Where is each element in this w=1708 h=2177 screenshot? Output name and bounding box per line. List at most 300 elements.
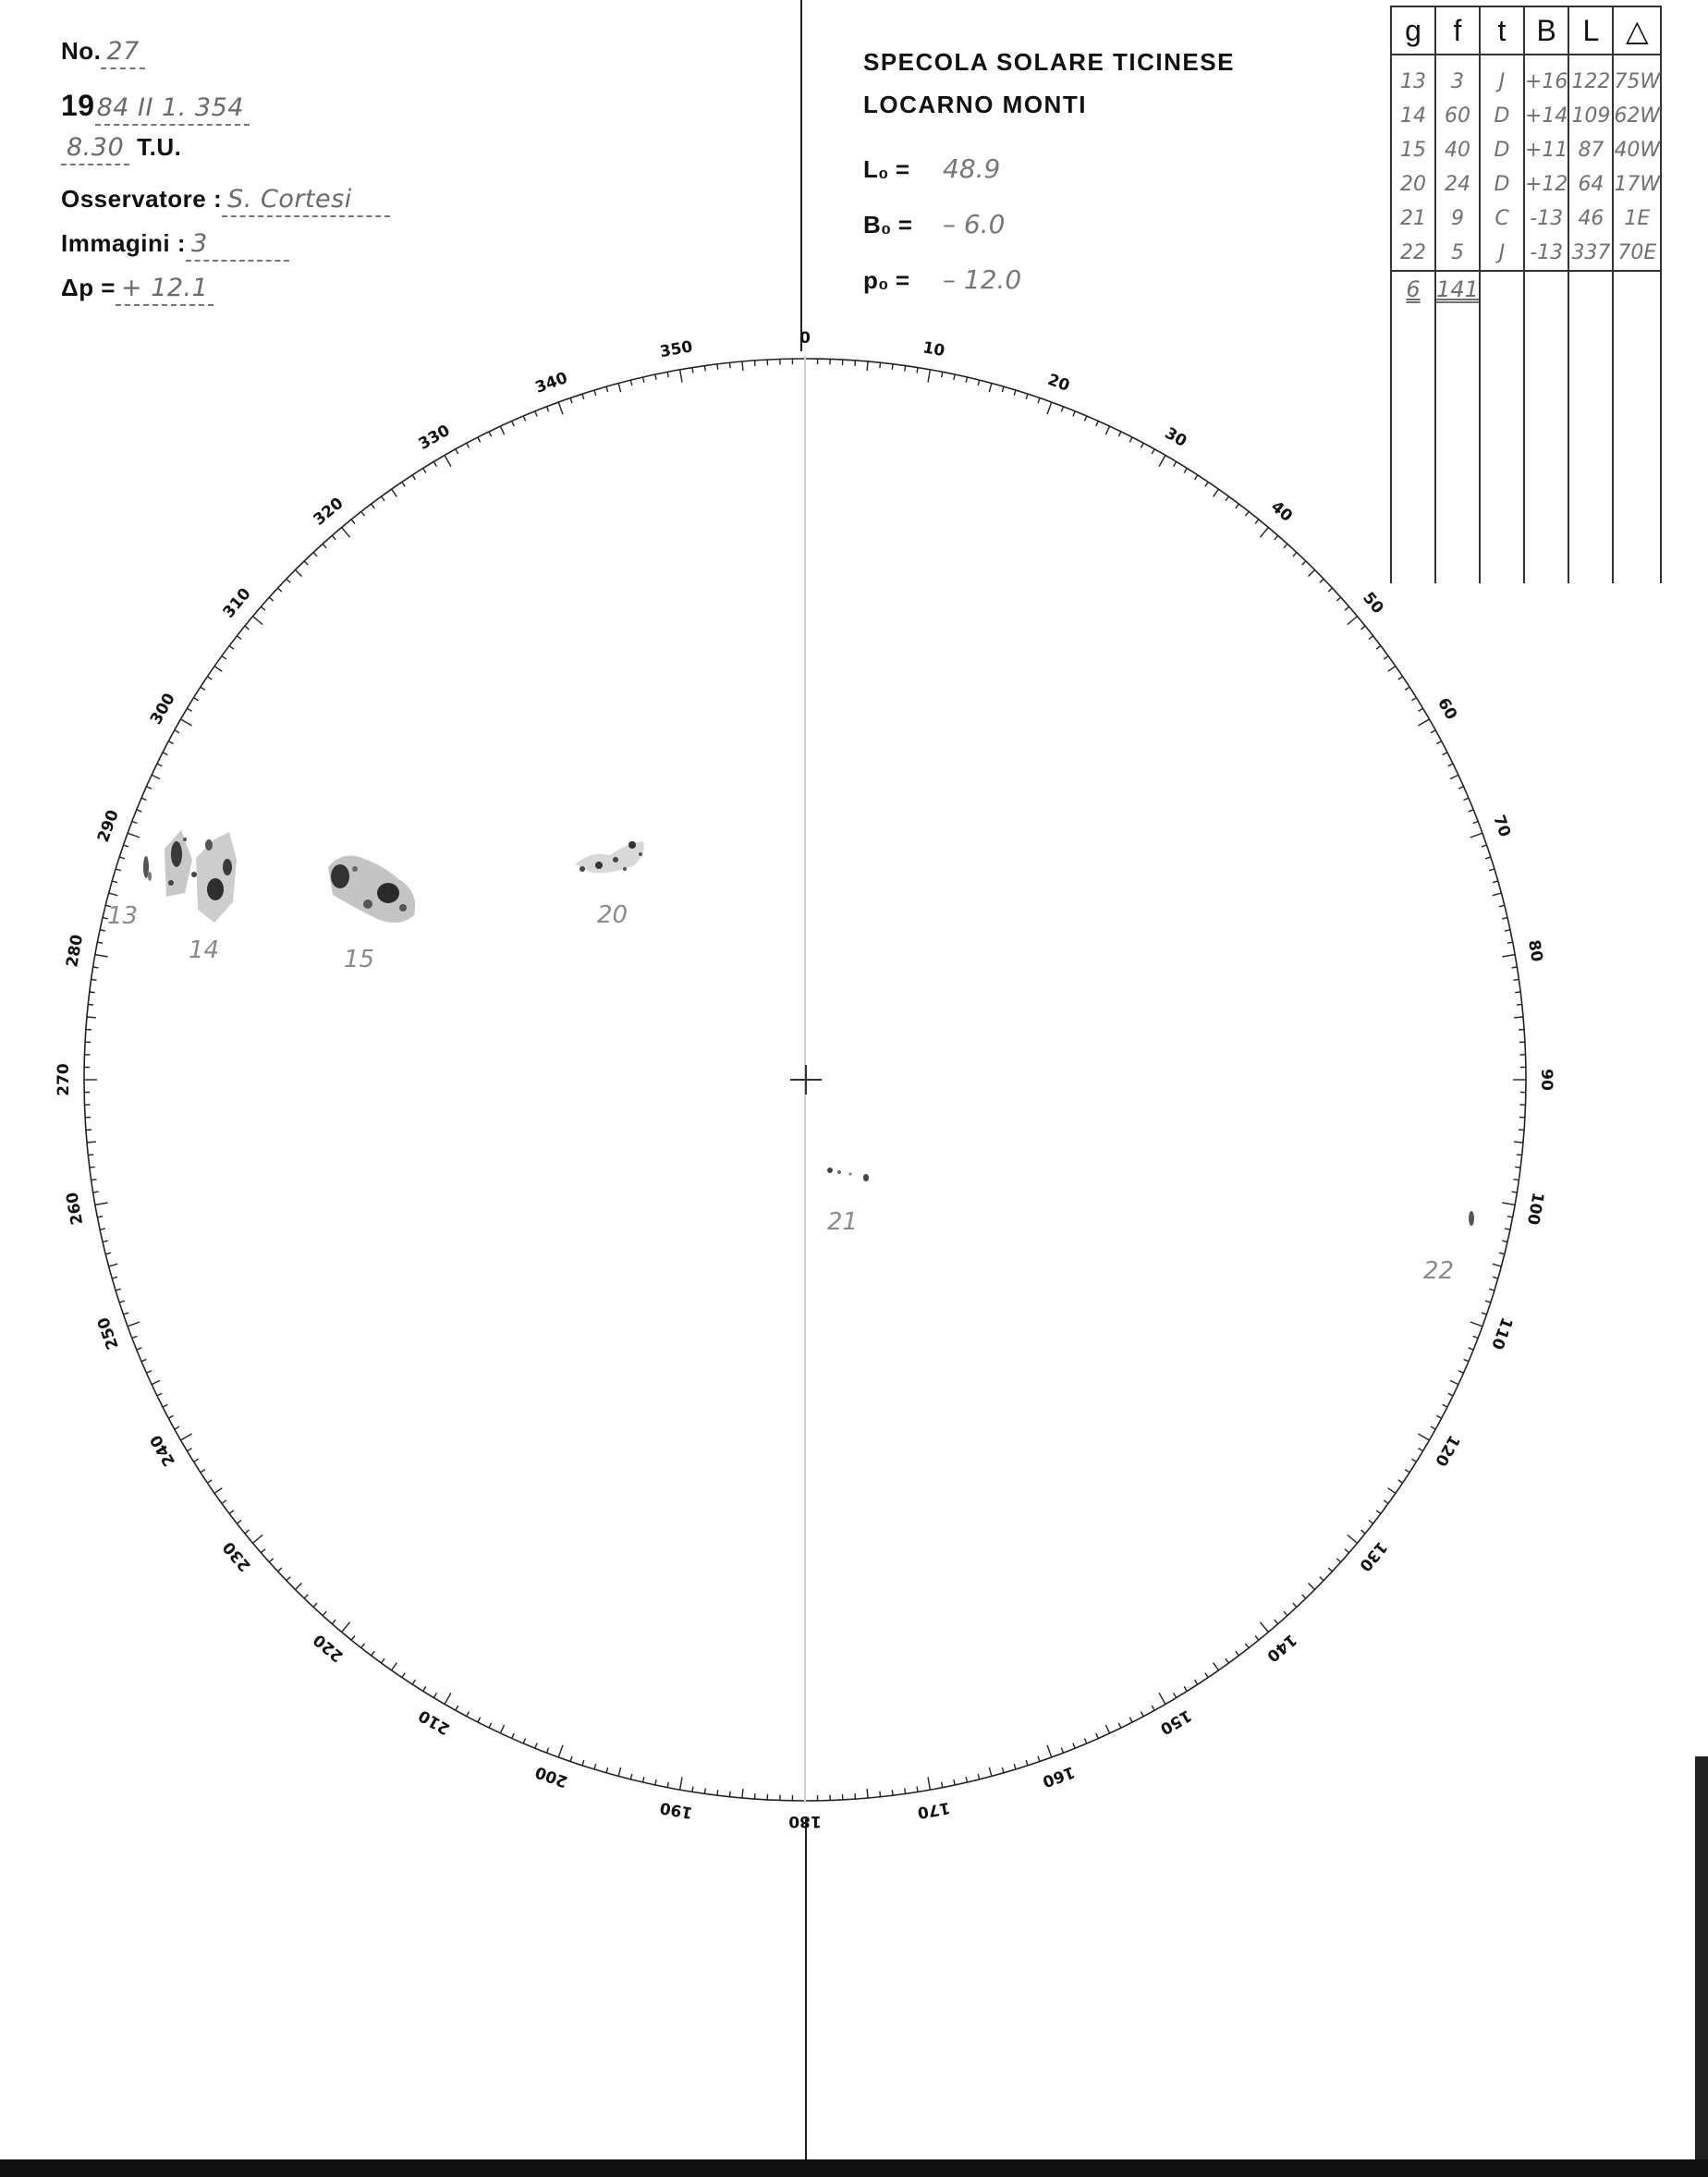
- degree-label: 330: [415, 421, 454, 454]
- degree-tick: [643, 1777, 644, 1782]
- degree-tick: [966, 377, 967, 383]
- cell: 40: [1435, 133, 1480, 167]
- degree-tick: [1260, 528, 1268, 538]
- time-label: T.U.: [137, 133, 182, 161]
- degree-tick: [137, 1348, 142, 1350]
- degree-tick: [1517, 1155, 1522, 1156]
- degree-tick: [1405, 1470, 1409, 1473]
- degree-tick: [928, 1777, 930, 1790]
- degree-tick: [402, 482, 405, 486]
- degree-tick: [1002, 1767, 1004, 1773]
- degree-tick: [1512, 967, 1518, 968]
- col-header-t: t: [1480, 6, 1524, 55]
- degree-tick: [1302, 561, 1306, 565]
- degree-label: 260: [63, 1191, 88, 1227]
- cell: 75W: [1613, 65, 1661, 99]
- degree-tick: [382, 1658, 385, 1663]
- degree-tick: [1084, 416, 1086, 422]
- degree-tick: [1129, 437, 1132, 442]
- degree-tick: [1507, 942, 1513, 943]
- degree-tick: [100, 930, 105, 931]
- degree-label: 290: [93, 807, 123, 845]
- degree-label: 220: [310, 1630, 348, 1666]
- degree-tick: [1174, 1693, 1177, 1697]
- degree-tick: [128, 833, 140, 838]
- degree-tick: [1073, 411, 1075, 417]
- degree-label: 20: [1044, 370, 1072, 396]
- degree-tick: [655, 374, 656, 380]
- degree-tick: [1226, 1658, 1229, 1663]
- group-label-20: 20: [597, 901, 628, 929]
- degree-label: 250: [93, 1315, 123, 1352]
- degree-tick: [1485, 1301, 1491, 1303]
- degree-tick: [582, 394, 584, 399]
- degree-tick: [361, 511, 365, 516]
- degree-tick: [1084, 1739, 1086, 1744]
- degree-tick: [1448, 1393, 1453, 1396]
- degree-tick: [214, 667, 222, 672]
- degree-tick: [168, 1415, 173, 1418]
- degree-tick: [95, 955, 108, 957]
- degree-tick: [119, 857, 125, 859]
- degree-label: 310: [219, 584, 255, 622]
- degree-tick: [512, 421, 515, 426]
- degree-tick: [1214, 489, 1219, 496]
- degree-label: 150: [1156, 1706, 1195, 1739]
- degree-tick: [304, 1595, 308, 1598]
- degree-tick: [124, 845, 129, 847]
- col-header-l: L: [1568, 6, 1613, 55]
- degree-tick: [680, 370, 682, 383]
- degree-tick: [1493, 1277, 1498, 1278]
- degree-tick: [1348, 617, 1358, 625]
- cell: 9: [1435, 202, 1480, 236]
- degree-tick: [181, 1434, 192, 1440]
- degree-tick: [630, 380, 632, 385]
- degree-tick: [1493, 893, 1502, 896]
- degree-tick: [500, 426, 504, 434]
- degree-tick: [313, 1603, 317, 1607]
- degree-tick: [1038, 398, 1040, 404]
- degree-tick: [1489, 869, 1494, 871]
- degree-tick: [1096, 1733, 1099, 1739]
- degree-tick: [1284, 1611, 1287, 1616]
- degree-tick: [88, 1005, 93, 1006]
- degree-tick: [1431, 1426, 1435, 1429]
- degree-tick: [742, 1789, 743, 1798]
- degree-tick: [942, 1782, 943, 1788]
- observer-value: S. Cortesi: [222, 185, 390, 217]
- sunspot-group-21: [827, 1168, 869, 1181]
- cell: 46: [1568, 202, 1613, 236]
- cell: +11: [1524, 133, 1568, 167]
- degree-tick: [1026, 394, 1028, 399]
- sunspot-group-13: [143, 856, 152, 881]
- degree-tick: [1499, 1253, 1505, 1254]
- degree-tick: [1184, 469, 1187, 473]
- degree-tick: [287, 579, 290, 582]
- degree-tick: [152, 775, 160, 778]
- degree-tick: [1489, 1289, 1494, 1290]
- degree-tick: [1255, 520, 1259, 524]
- degree-tick: [1418, 1434, 1429, 1440]
- cell: 337: [1568, 236, 1613, 271]
- degree-tick: [570, 398, 572, 404]
- degree-tick: [269, 1559, 274, 1562]
- degree-tick: [237, 636, 241, 640]
- degree-label: 90: [1537, 1069, 1556, 1091]
- degree-tick: [730, 1792, 731, 1797]
- degree-tick: [1514, 979, 1519, 980]
- param-L0-value: 48.9: [943, 153, 1001, 184]
- degree-tick: [1464, 1359, 1470, 1361]
- degree-tick: [1141, 1711, 1143, 1716]
- degree-tick: [1236, 1651, 1239, 1656]
- degree-tick: [1436, 741, 1441, 744]
- degree-tick: [1014, 1764, 1016, 1769]
- degree-tick: [630, 1774, 632, 1780]
- degree-tick: [1275, 535, 1278, 540]
- degree-tick: [1336, 1559, 1341, 1562]
- degree-tick: [1105, 426, 1109, 434]
- cell: D: [1480, 133, 1524, 167]
- degree-tick: [97, 942, 103, 943]
- degree-tick: [478, 437, 481, 442]
- degree-tick: [90, 992, 95, 993]
- cell: 13: [1391, 65, 1435, 99]
- degree-tick: [892, 364, 893, 370]
- number-value: 27: [101, 37, 144, 69]
- degree-tick: [1384, 1500, 1388, 1504]
- degree-tick: [116, 1289, 121, 1290]
- degree-tick: [1260, 1622, 1268, 1633]
- degree-tick: [194, 1459, 199, 1462]
- cell: 40W: [1613, 133, 1661, 167]
- degree-tick: [1174, 461, 1177, 466]
- degree-label: 160: [1040, 1762, 1078, 1792]
- degree-tick: [304, 561, 308, 565]
- degree-tick: [594, 390, 596, 396]
- degree-tick: [423, 1686, 426, 1691]
- degree-tick: [717, 364, 718, 370]
- degree-tick: [1195, 1680, 1198, 1684]
- cell: 17W: [1613, 167, 1661, 202]
- degree-tick: [1246, 1644, 1250, 1648]
- degree-tick: [92, 979, 97, 980]
- degree-tick: [402, 1673, 405, 1678]
- degree-tick: [978, 1774, 980, 1780]
- degree-tick: [905, 1789, 906, 1794]
- degree-tick: [423, 469, 426, 473]
- degree-tick: [456, 1706, 458, 1710]
- degree-tick: [1061, 1748, 1063, 1754]
- degree-tick: [606, 1767, 608, 1773]
- degree-tick: [1214, 1663, 1219, 1670]
- cell: 20: [1391, 167, 1435, 202]
- degree-tick: [917, 1787, 918, 1792]
- degree-tick: [141, 798, 147, 800]
- degree-tick: [1502, 918, 1507, 919]
- degree-label: 170: [916, 1797, 952, 1822]
- degree-tick: [1320, 579, 1324, 582]
- degree-tick: [1302, 1595, 1306, 1598]
- degree-tick: [1284, 544, 1287, 548]
- degree-tick: [1493, 1264, 1502, 1266]
- degree-tick: [323, 1611, 326, 1616]
- degree-tick: [433, 461, 436, 466]
- degree-tick: [201, 1470, 205, 1473]
- degree-tick: [523, 1739, 525, 1744]
- degree-tick: [1473, 1336, 1479, 1338]
- degree-tick: [570, 1756, 572, 1762]
- degree-tick: [1398, 1480, 1403, 1483]
- degree-tick: [157, 1393, 162, 1396]
- cell: 64: [1568, 167, 1613, 202]
- degree-tick: [112, 881, 117, 883]
- degree-tick: [187, 1449, 191, 1451]
- degree-tick: [253, 617, 263, 625]
- degree-label: 210: [415, 1706, 454, 1739]
- cell: +16: [1524, 65, 1568, 99]
- degree-label: 50: [1359, 589, 1387, 618]
- col-header-b: B: [1524, 6, 1568, 55]
- degree-tick: [433, 1693, 436, 1697]
- observatory-location: LOCARNO MONTI: [863, 91, 1087, 118]
- degree-tick: [187, 708, 191, 711]
- degree-tick: [655, 1780, 656, 1785]
- degree-tick: [1226, 496, 1229, 501]
- degree-tick: [222, 1500, 226, 1504]
- degree-tick: [445, 456, 451, 467]
- cell: 24: [1435, 167, 1480, 202]
- degree-tick: [1345, 1549, 1349, 1553]
- degree-tick: [313, 553, 317, 556]
- cell: -13: [1524, 202, 1568, 236]
- degree-tick: [942, 372, 943, 377]
- cell: 70E: [1613, 236, 1661, 271]
- cell: 60: [1435, 99, 1480, 133]
- degree-tick: [1348, 1535, 1358, 1543]
- degree-tick: [1443, 752, 1447, 755]
- degree-tick: [1388, 667, 1396, 672]
- observer-label: Osservatore :: [61, 185, 223, 213]
- degree-label: 70: [1489, 813, 1515, 840]
- degree-tick: [547, 407, 549, 412]
- param-P0-label: p₀ =: [863, 266, 910, 294]
- degree-tick: [880, 362, 881, 368]
- degree-tick: [1320, 1577, 1324, 1581]
- scan-edge-right: [1695, 1756, 1708, 2159]
- col-header-f: f: [1435, 6, 1480, 55]
- degree-tick: [261, 606, 265, 610]
- degree-tick: [1309, 1584, 1315, 1590]
- degree-tick: [112, 1277, 117, 1278]
- degree-tick: [1275, 1620, 1278, 1624]
- degree-tick: [1418, 719, 1429, 726]
- degree-tick: [372, 1651, 375, 1656]
- degree-tick: [128, 1322, 140, 1327]
- degree-tick: [1293, 1603, 1297, 1607]
- degree-tick: [1482, 1313, 1487, 1315]
- degree-tick: [109, 1264, 118, 1266]
- degree-label: 180: [788, 1812, 822, 1830]
- cell: J: [1480, 65, 1524, 99]
- degree-tick: [1047, 402, 1052, 414]
- cell: 22: [1391, 236, 1435, 271]
- degree-tick: [1159, 456, 1165, 467]
- degree-tick: [467, 443, 470, 447]
- degree-tick: [1118, 1723, 1121, 1728]
- degree-label: 80: [1523, 938, 1546, 964]
- degree-tick: [1152, 1706, 1154, 1710]
- degree-tick: [105, 1253, 111, 1254]
- degree-tick: [1443, 1404, 1447, 1407]
- degree-tick: [214, 1488, 222, 1494]
- degree-label: 230: [219, 1537, 255, 1575]
- degree-tick: [88, 1155, 93, 1156]
- degree-tick: [207, 1480, 212, 1483]
- degree-tick: [332, 535, 336, 540]
- col-header-delta: △: [1613, 6, 1661, 55]
- degree-tick: [1336, 597, 1341, 601]
- degree-tick: [535, 1743, 537, 1749]
- degree-tick: [278, 1568, 282, 1572]
- degree-label: 240: [146, 1431, 179, 1470]
- degree-tick: [1159, 1693, 1165, 1704]
- degree-tick: [1118, 432, 1121, 436]
- degree-label: 280: [63, 933, 88, 969]
- cell: D: [1480, 99, 1524, 133]
- degree-tick: [1448, 764, 1453, 766]
- degree-tick: [643, 377, 644, 383]
- degree-tick: [351, 520, 355, 524]
- degree-tick: [1361, 626, 1366, 630]
- cell: 21: [1391, 202, 1435, 236]
- degree-label: 40: [1267, 497, 1296, 526]
- cell: 15: [1391, 133, 1435, 167]
- degree-tick: [1482, 845, 1487, 847]
- degree-tick: [618, 384, 621, 393]
- degree-tick: [1369, 1521, 1373, 1524]
- degree-tick: [730, 362, 731, 368]
- degree-tick: [966, 1777, 967, 1782]
- degree-tick: [978, 380, 980, 385]
- images-label: Immagini :: [61, 229, 187, 257]
- degree-tick: [478, 1718, 481, 1722]
- degree-tick: [1195, 475, 1198, 480]
- sunspot-group-14: [165, 830, 237, 923]
- cell: 14: [1391, 99, 1435, 133]
- degree-label: 140: [1263, 1630, 1300, 1666]
- observatory-name: SPECOLA SOLARE TICINESE: [863, 48, 1235, 76]
- degree-tick: [892, 1790, 893, 1795]
- disk-center-cross: [790, 1065, 822, 1095]
- degree-tick: [1405, 687, 1409, 690]
- degree-tick: [692, 1787, 693, 1792]
- degree-tick: [141, 1359, 147, 1361]
- degree-tick: [489, 432, 492, 436]
- degree-tick: [194, 698, 199, 701]
- degree-tick: [680, 1777, 682, 1790]
- degree-tick: [181, 719, 192, 726]
- degree-tick: [201, 687, 205, 690]
- degree-tick: [1255, 1636, 1259, 1641]
- degree-tick: [1411, 698, 1416, 701]
- degree-tick: [558, 402, 563, 414]
- degree-tick: [93, 967, 99, 968]
- degree-tick: [1464, 798, 1470, 800]
- cell: +12: [1524, 167, 1568, 202]
- degree-tick: [917, 368, 918, 373]
- degree-tick: [1376, 1510, 1381, 1514]
- degree-tick: [137, 810, 142, 812]
- degree-tick: [1398, 677, 1403, 679]
- degree-tick: [1502, 955, 1515, 957]
- cell: +14: [1524, 99, 1568, 133]
- degree-label: 200: [532, 1762, 570, 1792]
- degree-tick: [287, 1577, 290, 1581]
- delta-p-label: Δp =: [61, 274, 116, 301]
- group-label-13: 13: [107, 902, 139, 930]
- degree-tick: [296, 570, 302, 577]
- degree-tick: [512, 1733, 515, 1739]
- param-P0-value: – 12.0: [943, 264, 1022, 295]
- degree-tick: [1205, 482, 1208, 486]
- degree-tick: [119, 1301, 125, 1303]
- degree-tick: [168, 741, 173, 744]
- degree-tick: [1345, 606, 1349, 610]
- degree-label: 340: [532, 368, 570, 397]
- degree-tick: [207, 677, 212, 679]
- degree-tick: [392, 1663, 397, 1670]
- sunspot-group-22: [1469, 1211, 1474, 1226]
- degree-tick: [867, 361, 868, 371]
- degree-tick: [269, 597, 274, 601]
- degree-tick: [163, 752, 167, 755]
- degree-tick: [880, 1792, 881, 1797]
- cell: D: [1480, 167, 1524, 202]
- degree-tick: [372, 504, 375, 508]
- cell: 87: [1568, 133, 1613, 167]
- degree-tick: [342, 528, 350, 538]
- degree-tick: [1026, 1760, 1028, 1766]
- degree-label: 320: [310, 494, 348, 530]
- degree-tick: [1458, 787, 1464, 789]
- degree-tick: [1047, 1745, 1052, 1757]
- degree-tick: [954, 374, 955, 380]
- cell: 3: [1435, 65, 1480, 99]
- degree-label: 130: [1355, 1537, 1391, 1575]
- degree-tick: [1493, 881, 1498, 883]
- degree-tick: [1246, 511, 1250, 516]
- degree-tick: [146, 1371, 152, 1374]
- degree-tick: [261, 1549, 265, 1553]
- date-value: 84 II 1. 354: [95, 93, 250, 126]
- degree-label: 120: [1431, 1431, 1464, 1470]
- degree-tick: [1436, 1415, 1441, 1418]
- degree-tick: [1515, 992, 1520, 993]
- cell: 5: [1435, 236, 1480, 271]
- cell: 109: [1568, 99, 1613, 133]
- degree-tick: [245, 626, 250, 630]
- degree-tick: [1514, 1017, 1523, 1018]
- degree-tick: [1184, 1686, 1187, 1691]
- degree-tick: [87, 1142, 96, 1143]
- degree-tick: [1361, 1530, 1366, 1534]
- group-label-15: 15: [344, 946, 375, 973]
- degree-label: 350: [658, 337, 694, 362]
- degree-label: 190: [658, 1797, 694, 1822]
